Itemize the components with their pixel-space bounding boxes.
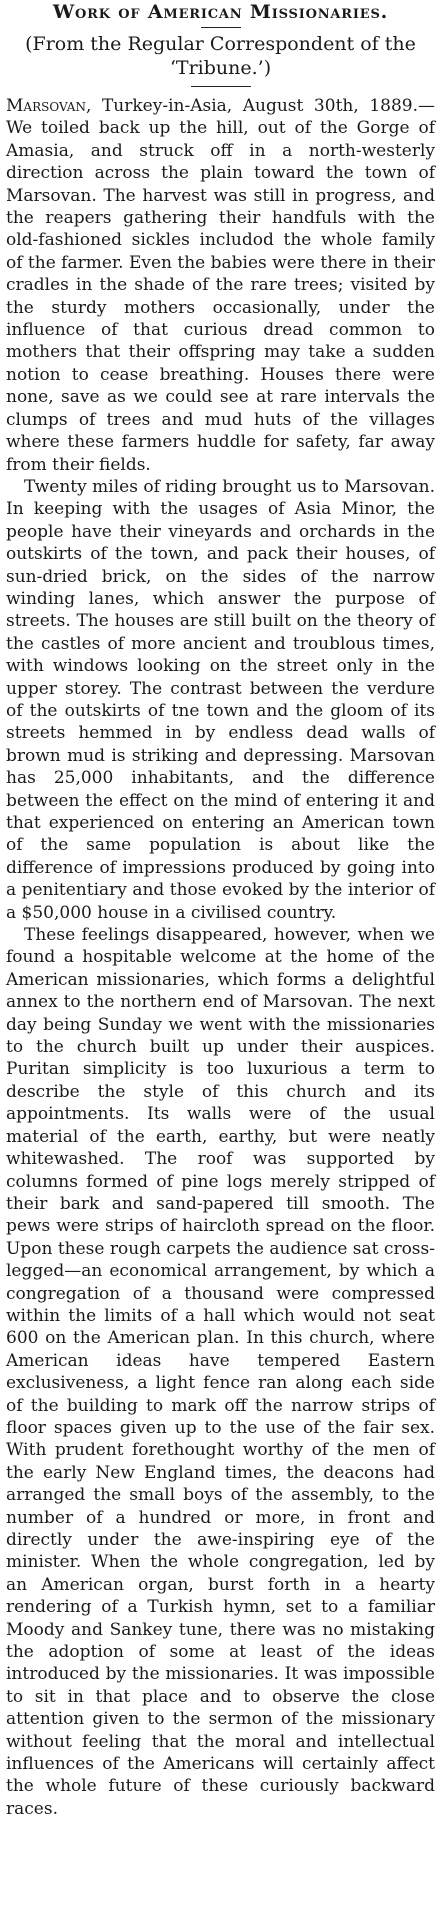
paragraph-1 xyxy=(6,95,435,476)
paragraph-3: These feelings disappeared, however, when we found a hospitable welcome at the home of the American missionaries, which forms a delightful annex to the northern end of Marsovan. The next day being Sunday we went with the missionaries to the church built up under their auspices. Puritan simplicity is too luxurious a term to describe the style of this church and its appointments. Its walls were of the usual material of the earth, earthy, but were neatly whitewashed. The roof was supported by columns formed of pine logs merely stripped of their bark and sand-papered till smooth. The pews were strips of haircloth spread on the floor. Upon these rough carpets the audience sat cross-legged—an economical arrangement, by which a congregation of a thousand were compressed within the limits of a hall which would not seat 600 on the American plan. In this church, where American ideas have tempered Eastern exclusiveness, a light fence ran along each side of the building to mark off the narrow strips of floor spaces given up to the use of the fair sex. With prudent forethought worthy of the men of the early New England times, the deacons had arranged the small boys of the assembly, to the number of a hundred or more, in front and directly under the awe-inspiring eye of the minister. When the whole congregation, led by an American organ, burst forth in a hearty rendering of a Turkish hymn, set to a familiar Moody and Sankey tune, there was no mistaking the adoption of some at least of the ideas introduced by the missionaries. It was impossible to sit in that place and to observe the close attention given to the sermon of the missionary without feeling that the moral and intellectual influences of the Americans will certainly affect the whole future of these curiously backward races. xyxy=(6,925,435,1819)
headline-rule xyxy=(201,27,241,28)
paragraph-2: Twenty miles of riding brought us to Marsovan. In keeping with the usages of Asia Minor, the people have their vineyards and orchards in the outskirts of the town, and pack their houses, of sun-dried brick, on the sides of the narrow winding lanes, which answer the purpose of streets. The houses are still built on the theory of the castles of more ancient and troublous times, with windows looking on the street only in the upper storey. The contrast between the verdure of the outskirts of tne town and the gloom of its streets hemmed in by endless dead walls of brown mud is striking and depressing. Marsovan has 25,000 inhabitants, and the difference between the effect on the mind of entering it and that experienced on entering an American town of the same population is about like the difference of impressions produced by going into a penitentiary and those evoked by the interior of a $50,000 house in a civilised country. xyxy=(6,476,435,923)
dateline-rest: , Turkey-in-Asia, August 30th, 1889.— xyxy=(85,96,435,116)
paragraph-1-text: We toiled back up the hill, out of the Gorge of Amasia, and struck off in a north-westerly direction across the plain toward the town of Marsovan. The harvest was still in progress, and the reapers gathering their handfuls with the old-fashioned sickles includod the whole family of the farmer. Even the babies were there in their cradles in the shade of the rare trees; visited by the sturdy mothers occasionally, under the influence of that curious dread common to mothers that their offspring may take a sudden notion to cease breathing. Houses there were none, save as we could see at rare intervals the clumps of trees and mud huts of the villages where these farmers huddle for safety, far away from their fields. xyxy=(6,118,436,475)
dateline-place: Marsovan xyxy=(6,96,86,116)
correspondent-note: (From the Regular Correspondent of the ‘Tribune.’) xyxy=(25,33,416,79)
headline: Work of American Missionaries. xyxy=(52,1,389,23)
section-rule xyxy=(191,86,251,87)
article-body xyxy=(6,95,435,1820)
